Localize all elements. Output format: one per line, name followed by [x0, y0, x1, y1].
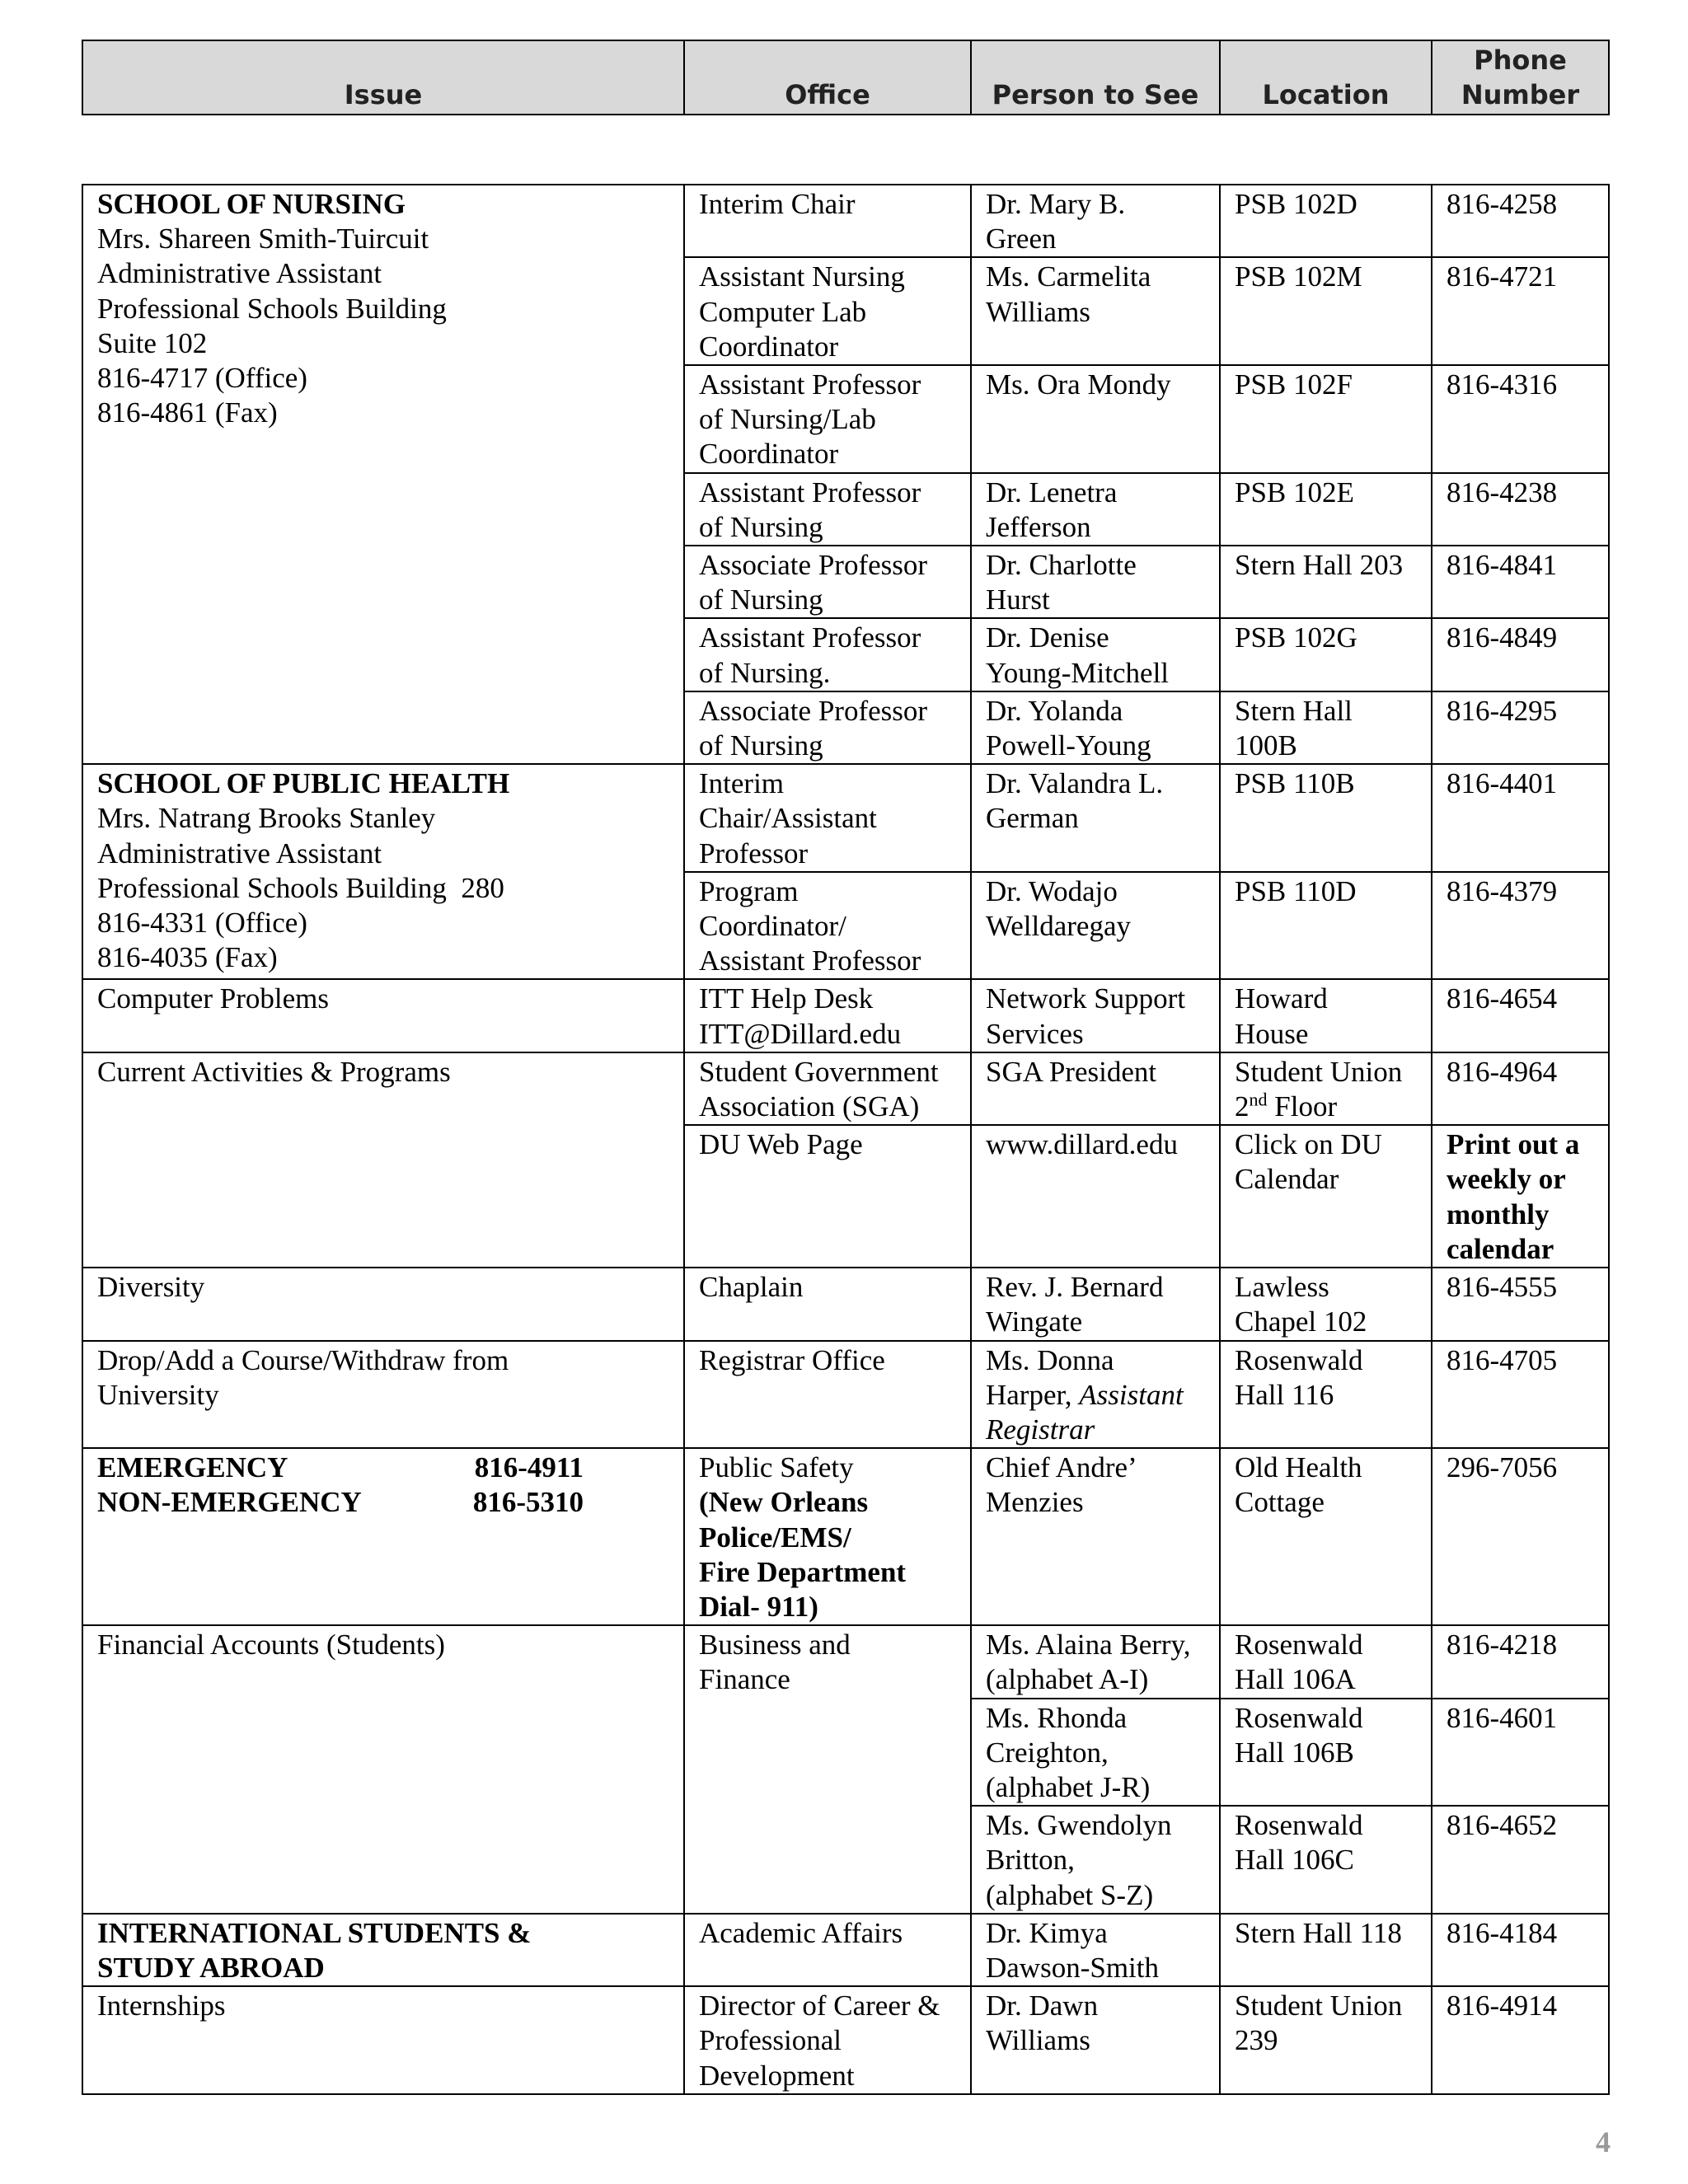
person-cell — [971, 473, 1220, 546]
nursing-line: Administrative Assistant — [97, 257, 382, 290]
office-cell — [684, 1268, 971, 1340]
location-text: Hall 106B — [1235, 1736, 1354, 1769]
phone-cell: 816-4379 — [1432, 872, 1609, 980]
person-text: Dr. Charlotte — [986, 549, 1137, 582]
person-text: Dawson-Smith — [986, 1951, 1159, 1984]
location-cell — [1220, 185, 1432, 257]
non-emergency-label: NON-EMERGENCY — [97, 1486, 362, 1519]
location-cell — [1220, 1125, 1432, 1268]
location-cell — [1220, 618, 1432, 691]
person-text: Ms. Gwendolyn — [986, 1809, 1172, 1842]
emergency-issue-cell — [82, 1448, 684, 1625]
office-text: DU Web Page — [699, 1128, 863, 1161]
floor-number: 2 — [1235, 1090, 1250, 1123]
person-text: Hurst — [986, 583, 1050, 616]
floor-text: Floor — [1267, 1090, 1338, 1123]
person-text: Ms. Ora Mondy — [986, 368, 1171, 401]
location-cell — [1220, 1699, 1432, 1807]
person-text: Network Support — [986, 982, 1186, 1015]
issue-cell — [82, 1341, 684, 1449]
person-cell — [971, 1914, 1220, 1986]
office-text: ITT Help Desk — [699, 982, 874, 1015]
location-text: Rosenwald — [1235, 1343, 1363, 1376]
issue-cell: Diversity — [82, 1268, 684, 1340]
issue-text: University — [97, 1378, 219, 1411]
location-text: Old Health — [1235, 1451, 1362, 1484]
directory-table — [82, 184, 1610, 2095]
location-cell — [1220, 1806, 1432, 1914]
nursing-title: SCHOOL OF NURSING — [97, 188, 406, 220]
office-text: Associate Professor — [699, 549, 928, 582]
person-cell — [971, 764, 1220, 872]
location-text: 239 — [1235, 2024, 1278, 2057]
public-health-line: Professional Schools Building 280 — [97, 871, 504, 904]
phone-cell: 816-4295 — [1432, 691, 1609, 764]
person-text: Dr. Dawn — [986, 1990, 1099, 2022]
office-text: (New Orleans — [699, 1486, 869, 1519]
person-text: Jefferson — [986, 510, 1091, 543]
table-row — [82, 185, 1609, 257]
person-text: Ms. Donna — [986, 1343, 1114, 1376]
office-text: Chair/Assistant — [699, 802, 877, 835]
header-table — [82, 40, 1610, 115]
location-cell — [1220, 979, 1432, 1052]
office-cell — [684, 546, 971, 618]
phone-cell: 816-4184 — [1432, 1914, 1609, 1986]
note-text: weekly or — [1447, 1163, 1566, 1196]
location-text: Hall 116 — [1235, 1378, 1334, 1411]
person-text: (alphabet S-Z) — [986, 1878, 1154, 1911]
person-text: Ms. Carmelita — [986, 260, 1151, 293]
nursing-line: Mrs. Shareen Smith-Tuircuit — [97, 223, 429, 255]
location-text: Chapel 102 — [1235, 1305, 1367, 1338]
table-row — [82, 1341, 1609, 1449]
location-cell — [1220, 872, 1432, 980]
person-name: Harper, — [986, 1378, 1080, 1411]
office-text: of Nursing. — [699, 656, 831, 689]
phone-cell: 816-4238 — [1432, 473, 1609, 546]
location-cell — [1220, 764, 1432, 872]
phone-cell: 816-4401 — [1432, 764, 1609, 872]
header-person: Person to See — [971, 40, 1220, 115]
emergency-number: 816-4911 — [474, 1451, 584, 1484]
phone-cell: 816-4705 — [1432, 1341, 1609, 1449]
note-text: monthly — [1447, 1197, 1550, 1230]
office-text: Student Government — [699, 1055, 939, 1088]
issue-cell: Computer Problems — [82, 979, 684, 1052]
office-text: Coordinator — [699, 438, 839, 471]
location-text: Stern Hall 203 — [1235, 549, 1404, 582]
header-phone-line1: Phone — [1474, 45, 1567, 76]
office-cell — [684, 691, 971, 764]
location-text: Cottage — [1235, 1486, 1325, 1519]
person-title: Assistant — [1079, 1378, 1184, 1411]
nursing-line: Professional Schools Building — [97, 292, 447, 325]
public-health-line: 816-4035 (Fax) — [97, 941, 278, 974]
office-cell — [684, 1914, 971, 1986]
office-text: Program — [699, 874, 799, 907]
location-text: PSB 102D — [1235, 188, 1357, 220]
person-cell — [971, 1625, 1220, 1698]
person-text: SGA President — [986, 1055, 1157, 1088]
person-text: Williams — [986, 295, 1090, 328]
location-text: PSB 110B — [1235, 767, 1355, 800]
office-text: Computer Lab — [699, 295, 867, 328]
nursing-issue-cell — [82, 185, 684, 764]
location-cell — [1220, 257, 1432, 365]
person-cell — [971, 546, 1220, 618]
office-cell — [684, 1986, 971, 2094]
person-text: (alphabet A-I) — [986, 1663, 1149, 1696]
issue-text: STUDY ABROAD — [97, 1951, 325, 1984]
table-row — [82, 979, 1609, 1052]
table-row — [82, 764, 1609, 872]
phone-cell: 816-4218 — [1432, 1625, 1609, 1698]
floor-suffix: nd — [1249, 1089, 1268, 1110]
office-text: Police/EMS/ — [699, 1521, 851, 1554]
location-cell — [1220, 1914, 1432, 1986]
person-text: Ms. Rhonda — [986, 1701, 1128, 1734]
person-text: Services — [986, 1017, 1084, 1050]
location-text: Howard — [1235, 982, 1328, 1015]
header-location: Location — [1220, 40, 1432, 115]
issue-cell: Financial Accounts (Students) — [82, 1625, 684, 1914]
person-text: Rev. J. Bernard — [986, 1271, 1164, 1304]
public-health-title: SCHOOL OF PUBLIC HEALTH — [97, 767, 510, 800]
location-text: Student Union — [1235, 1055, 1403, 1088]
person-cell — [971, 979, 1220, 1052]
location-cell — [1220, 365, 1432, 473]
office-text: Interim — [699, 767, 785, 800]
header-office: Office — [684, 40, 971, 115]
office-text: Assistant Professor — [699, 621, 921, 654]
person-cell — [971, 691, 1220, 764]
person-text: Ms. Alaina Berry, — [986, 1629, 1191, 1661]
office-text: Chaplain — [699, 1271, 804, 1304]
person-cell — [971, 618, 1220, 691]
location-text: PSB 102M — [1235, 260, 1362, 293]
header-issue: Issue — [82, 40, 684, 115]
phone-cell: 816-4849 — [1432, 618, 1609, 691]
location-text: House — [1235, 1017, 1309, 1050]
person-cell — [971, 1125, 1220, 1268]
issue-cell — [82, 1914, 684, 1986]
location-cell — [1220, 1625, 1432, 1698]
issue-text: Drop/Add a Course/Withdraw from — [97, 1343, 509, 1376]
location-text: Click on DU — [1235, 1128, 1382, 1161]
table-row — [82, 1448, 1609, 1625]
person-cell — [971, 365, 1220, 473]
table-row — [82, 1268, 1609, 1340]
office-cell — [684, 764, 971, 872]
office-text: Professional — [699, 2024, 842, 2057]
phone-cell: 816-4721 — [1432, 257, 1609, 365]
header-row — [82, 40, 1609, 115]
person-text: Dr. Mary B. — [986, 188, 1126, 220]
location-cell — [1220, 1448, 1432, 1625]
public-health-issue-cell — [82, 764, 684, 979]
issue-text: INTERNATIONAL STUDENTS & — [97, 1916, 532, 1949]
header-phone — [1432, 40, 1609, 115]
person-text: Wingate — [986, 1305, 1083, 1338]
phone-cell: 816-4841 — [1432, 546, 1609, 618]
office-text: Registrar Office — [699, 1343, 885, 1376]
table-row — [82, 1986, 1609, 2094]
office-text: Interim Chair — [699, 188, 856, 220]
office-cell — [684, 473, 971, 546]
person-text: Welldaregay — [986, 910, 1131, 943]
non-emergency-number: 816-5310 — [472, 1486, 584, 1519]
emergency-label: EMERGENCY — [97, 1451, 288, 1484]
person-cell — [971, 1986, 1220, 2094]
phone-cell: 816-4654 — [1432, 979, 1609, 1052]
person-text: Creighton, — [986, 1736, 1109, 1769]
office-cell — [684, 1125, 971, 1268]
office-cell — [684, 1448, 971, 1625]
location-text: Student Union — [1235, 1990, 1403, 2022]
person-cell — [971, 872, 1220, 980]
nursing-line: 816-4861 (Fax) — [97, 396, 278, 429]
office-text: Assistant Professor — [699, 944, 921, 977]
phone-cell: 816-4914 — [1432, 1986, 1609, 2094]
office-text: Development — [699, 2059, 855, 2092]
header-phone-line2: Number — [1461, 79, 1580, 110]
person-text: (alphabet J-R) — [986, 1770, 1151, 1803]
website-text: www.dillard.edu — [986, 1128, 1178, 1161]
office-cell — [684, 1052, 971, 1125]
office-cell — [684, 618, 971, 691]
location-text: Stern Hall — [1235, 694, 1353, 727]
office-text: Director of Career & — [699, 1990, 940, 2022]
person-cell — [971, 1052, 1220, 1125]
page-number: 4 — [1596, 2125, 1611, 2158]
phone-cell: 816-4316 — [1432, 365, 1609, 473]
person-text: Dr. Wodajo — [986, 874, 1118, 907]
person-text: Dr. Yolanda — [986, 694, 1123, 727]
office-text: Finance — [699, 1663, 790, 1696]
office-text: Professor — [699, 837, 809, 869]
person-text: German — [986, 802, 1079, 835]
location-text: Rosenwald — [1235, 1629, 1363, 1661]
location-cell — [1220, 1986, 1432, 2094]
person-text: Menzies — [986, 1486, 1084, 1519]
location-text: PSB 102G — [1235, 621, 1357, 654]
person-text: Powell-Young — [986, 729, 1151, 762]
location-cell — [1220, 473, 1432, 546]
emergency-line — [97, 1451, 584, 1485]
phone-cell: 816-4652 — [1432, 1806, 1609, 1914]
office-cell — [684, 365, 971, 473]
office-cell — [684, 1341, 971, 1449]
office-text: of Nursing — [699, 583, 823, 616]
note-text: calendar — [1447, 1232, 1554, 1265]
office-text: Assistant Nursing — [699, 260, 905, 293]
person-text: Dr. Kimya — [986, 1916, 1108, 1949]
public-health-line: Mrs. Natrang Brooks Stanley — [97, 802, 436, 835]
location-text: Calendar — [1235, 1163, 1339, 1196]
person-text: Chief Andre’ — [986, 1451, 1137, 1484]
person-cell — [971, 1699, 1220, 1807]
issue-cell: Internships — [82, 1986, 684, 2094]
person-text: Williams — [986, 2024, 1090, 2057]
person-text: Green — [986, 223, 1057, 255]
office-text: of Nursing — [699, 510, 823, 543]
office-text: Dial- 911) — [699, 1590, 818, 1623]
location-text — [1235, 1090, 1418, 1124]
location-text: PSB 102E — [1235, 476, 1354, 509]
office-text: Academic Affairs — [699, 1916, 903, 1949]
person-cell — [971, 1268, 1220, 1340]
office-cell — [684, 872, 971, 980]
person-text — [986, 1378, 1206, 1413]
phone-cell: 296-7056 — [1432, 1448, 1609, 1625]
table-row — [82, 1052, 1609, 1125]
location-cell — [1220, 546, 1432, 618]
location-text: Lawless — [1235, 1271, 1329, 1304]
nursing-line: Suite 102 — [97, 326, 208, 359]
location-text: PSB 110D — [1235, 874, 1357, 907]
note-text: Print out a — [1447, 1128, 1580, 1161]
person-cell — [971, 185, 1220, 257]
person-text: Young-Mitchell — [986, 656, 1170, 689]
location-text: Hall 106C — [1235, 1844, 1354, 1877]
person-cell — [971, 1341, 1220, 1449]
office-text: Assistant Professor — [699, 368, 921, 401]
office-text: of Nursing/Lab — [699, 403, 876, 436]
person-text: Britton, — [986, 1844, 1075, 1877]
office-text: Public Safety — [699, 1451, 854, 1484]
office-text: Coordinator/ — [699, 910, 846, 943]
office-text: Business and — [699, 1629, 851, 1661]
office-text: ITT@Dillard.edu — [699, 1017, 902, 1050]
person-text: Dr. Lenetra — [986, 476, 1118, 509]
office-text: Fire Department — [699, 1555, 907, 1588]
nursing-line: 816-4717 (Office) — [97, 362, 307, 395]
location-cell — [1220, 1268, 1432, 1340]
phone-cell: 816-4964 — [1432, 1052, 1609, 1125]
office-cell — [684, 1625, 971, 1914]
public-health-line: 816-4331 (Office) — [97, 907, 307, 940]
location-cell — [1220, 1341, 1432, 1449]
office-cell — [684, 185, 971, 257]
location-cell — [1220, 1052, 1432, 1125]
person-title: Registrar — [986, 1413, 1095, 1446]
phone-cell: 816-4258 — [1432, 185, 1609, 257]
office-cell — [684, 979, 971, 1052]
public-health-line: Administrative Assistant — [97, 837, 382, 869]
location-text: Rosenwald — [1235, 1701, 1363, 1734]
location-text: Stern Hall 118 — [1235, 1916, 1402, 1949]
location-text: 100B — [1235, 729, 1297, 762]
phone-cell — [1432, 1125, 1609, 1268]
person-cell — [971, 257, 1220, 365]
person-text: Dr. Valandra L. — [986, 767, 1164, 800]
location-cell — [1220, 691, 1432, 764]
person-text: Dr. Denise — [986, 621, 1109, 654]
location-text: Rosenwald — [1235, 1809, 1363, 1842]
office-text: Coordinator — [699, 330, 839, 363]
person-cell — [971, 1806, 1220, 1914]
office-cell — [684, 257, 971, 365]
office-text: of Nursing — [699, 729, 823, 762]
office-text: Assistant Professor — [699, 476, 921, 509]
location-text: PSB 102F — [1235, 368, 1353, 401]
phone-cell: 816-4555 — [1432, 1268, 1609, 1340]
table-row — [82, 1914, 1609, 1986]
non-emergency-line — [97, 1485, 584, 1520]
location-text: Hall 106A — [1235, 1663, 1356, 1696]
table-row — [82, 1625, 1609, 1698]
person-cell — [971, 1448, 1220, 1625]
phone-cell: 816-4601 — [1432, 1699, 1609, 1807]
issue-cell: Current Activities & Programs — [82, 1052, 684, 1268]
office-text: Associate Professor — [699, 694, 928, 727]
office-text: Association (SGA) — [699, 1090, 920, 1123]
